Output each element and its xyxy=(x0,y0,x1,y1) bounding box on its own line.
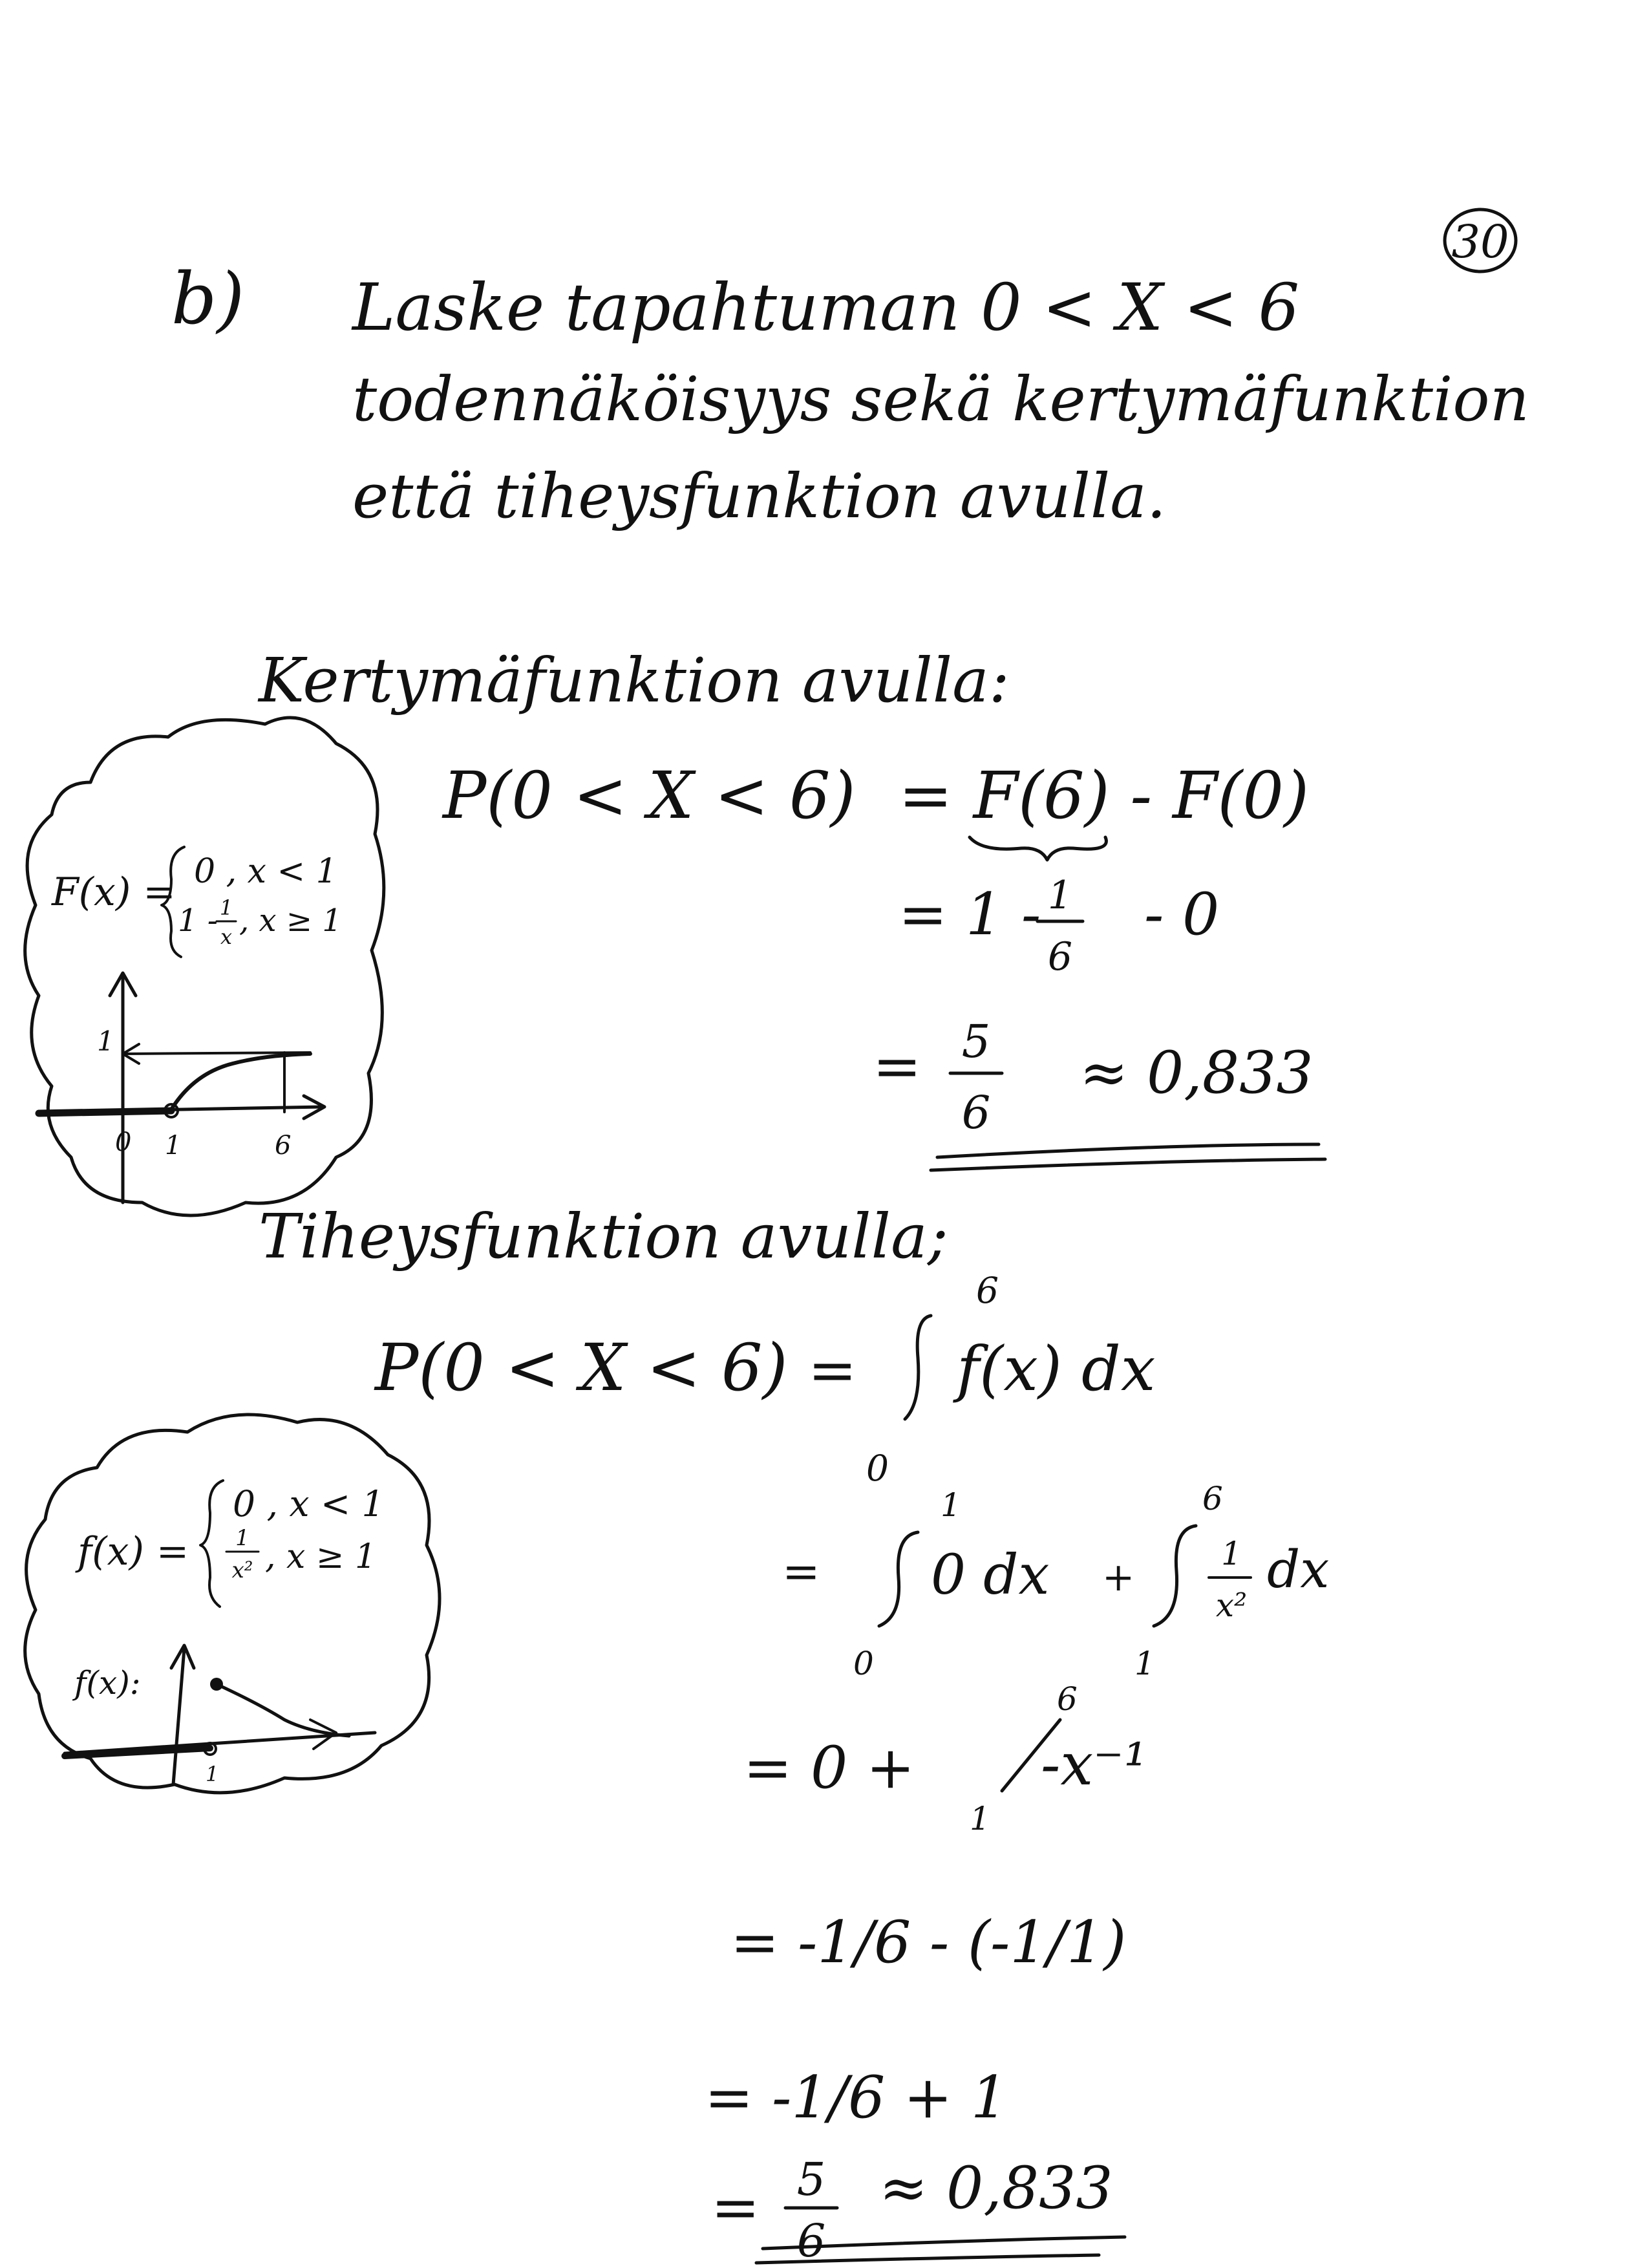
pdf-bubble-case2-den: x² xyxy=(231,1557,253,1583)
cdf-bubble xyxy=(25,718,384,1215)
page-number-badge xyxy=(1445,209,1516,272)
pdf-eq3: = 0 + xyxy=(743,1734,915,1802)
cdf-bubble-case2-den: x xyxy=(220,925,233,949)
integral-sign xyxy=(905,1316,931,1419)
curve-arrow xyxy=(310,1720,336,1749)
cdf-eq2-end: - 0 xyxy=(1144,881,1220,948)
cdf-eq3-numerator: 5 xyxy=(961,1015,991,1068)
pdf-int3-dx: dx xyxy=(1267,1539,1330,1599)
cdf-eq3-denominator: 6 xyxy=(961,1086,991,1139)
pdf-bubble xyxy=(25,1415,440,1793)
pdf-eq4: = -1/6 - (-1/1) xyxy=(730,1909,1127,1976)
pdf-graph-y-label: f(x): xyxy=(74,1664,141,1702)
cdf-eq1-lhs: P(0 < X < 6) xyxy=(443,758,856,833)
pdf-eq6-approx: ≈ 0,833 xyxy=(879,2154,1113,2222)
pdf-eval-body: -x⁻¹ xyxy=(1041,1731,1147,1799)
cloud-outline xyxy=(25,1415,440,1793)
task-statement xyxy=(171,257,1529,532)
pdf-eq1-lhs: P(0 < X < 6) xyxy=(375,1330,788,1406)
cdf-zero-segment xyxy=(39,1111,171,1113)
pdf-int3-upper: 6 xyxy=(1202,1480,1223,1517)
cdf-curve xyxy=(171,1054,310,1109)
task-line-1: Laske tapahtuman 0 < X < 6 xyxy=(352,270,1300,345)
asymptote-line xyxy=(123,1053,310,1054)
cdf-eq1-rhs: = F(6) - F(0) xyxy=(899,758,1310,833)
cdf-eq3-approx: ≈ 0,833 xyxy=(1080,1039,1314,1107)
cdf-eq2-start: = 1 - xyxy=(899,881,1041,948)
pdf-zero-segment xyxy=(65,1748,210,1756)
page-number: 30 xyxy=(1451,215,1509,268)
task-line-2: todennäköisyys sekä kertymäfunktion xyxy=(352,364,1529,435)
pdf-int1-body: f(x) dx xyxy=(957,1334,1156,1405)
task-line-3: että tiheysfunktion avulla. xyxy=(352,461,1167,532)
pdf-eq1-equals: = xyxy=(808,1336,857,1404)
pdf-bubble-lhs: f(x) = xyxy=(78,1529,189,1574)
pdf-eq2-equals: = xyxy=(782,1545,820,1598)
cdf-graph-x-tick-0: 0 xyxy=(115,1128,132,1157)
cdf-graph-x-tick-1: 1 xyxy=(165,1131,182,1161)
pdf-eval-lower: 1 xyxy=(970,1800,990,1837)
result-underline xyxy=(931,1159,1325,1170)
pdf-bubble-case1: 0 , x < 1 xyxy=(233,1483,385,1524)
pdf-graph-x-tick: 1 xyxy=(206,1762,219,1786)
cdf-heading: Kertymäfunktion avulla: xyxy=(259,645,1010,716)
integral-sign xyxy=(879,1532,918,1626)
cdf-bubble-case1: 0 , x < 1 xyxy=(194,852,337,891)
pdf-int1-upper: 6 xyxy=(976,1270,999,1311)
pdf-int3-num: 1 xyxy=(1221,1535,1242,1572)
brace xyxy=(200,1481,223,1607)
cdf-graph-x-tick-6: 6 xyxy=(275,1131,292,1161)
pdf-eq6-denominator: 6 xyxy=(796,2214,826,2267)
cdf-section xyxy=(257,645,1325,1170)
cdf-bubble-case2-num: 1 xyxy=(219,895,233,920)
pdf-bubble-case2-post: , x ≥ 1 xyxy=(265,1537,377,1576)
pdf-heading: Tiheysfunktion avulla; xyxy=(259,1201,948,1272)
cdf-bubble-lhs: F(x) = xyxy=(52,870,176,915)
pdf-bubble-case2-num: 1 xyxy=(235,1525,250,1551)
cdf-eq2-denominator: 6 xyxy=(1047,934,1073,979)
cdf-eq3-equals: = xyxy=(873,1032,922,1100)
filled-point xyxy=(210,1678,223,1691)
pdf-eval-upper: 6 xyxy=(1057,1680,1078,1718)
result-underline xyxy=(937,1144,1319,1157)
pdf-int1-lower: 0 xyxy=(866,1448,889,1489)
cloud-outline xyxy=(25,718,384,1215)
y-axis xyxy=(173,1649,184,1784)
pdf-int2-body: 0 dx xyxy=(931,1543,1050,1607)
underbrace xyxy=(970,837,1106,860)
pdf-eq6-equals: = xyxy=(711,2174,760,2241)
pdf-int3-lower: 1 xyxy=(1134,1645,1155,1682)
cdf-bubble-case2-post: , x ≥ 1 xyxy=(239,903,342,939)
cdf-bubble-case2-pre: 1 - xyxy=(178,903,218,939)
pdf-section xyxy=(259,1201,1329,2267)
cdf-eq2-numerator: 1 xyxy=(1047,873,1073,918)
pdf-int3-den: x² xyxy=(1215,1587,1248,1624)
cdf-graph-y-tick: 1 xyxy=(97,1025,114,1057)
integral-sign xyxy=(1154,1526,1196,1626)
task-label: b) xyxy=(171,257,245,340)
pdf-int2-upper: 1 xyxy=(941,1486,961,1524)
pdf-plus: + xyxy=(1102,1555,1135,1600)
pdf-eq6-numerator: 5 xyxy=(796,2153,826,2206)
pdf-eq5: = -1/6 + 1 xyxy=(705,2064,1008,2132)
pdf-int2-lower: 0 xyxy=(853,1645,874,1682)
